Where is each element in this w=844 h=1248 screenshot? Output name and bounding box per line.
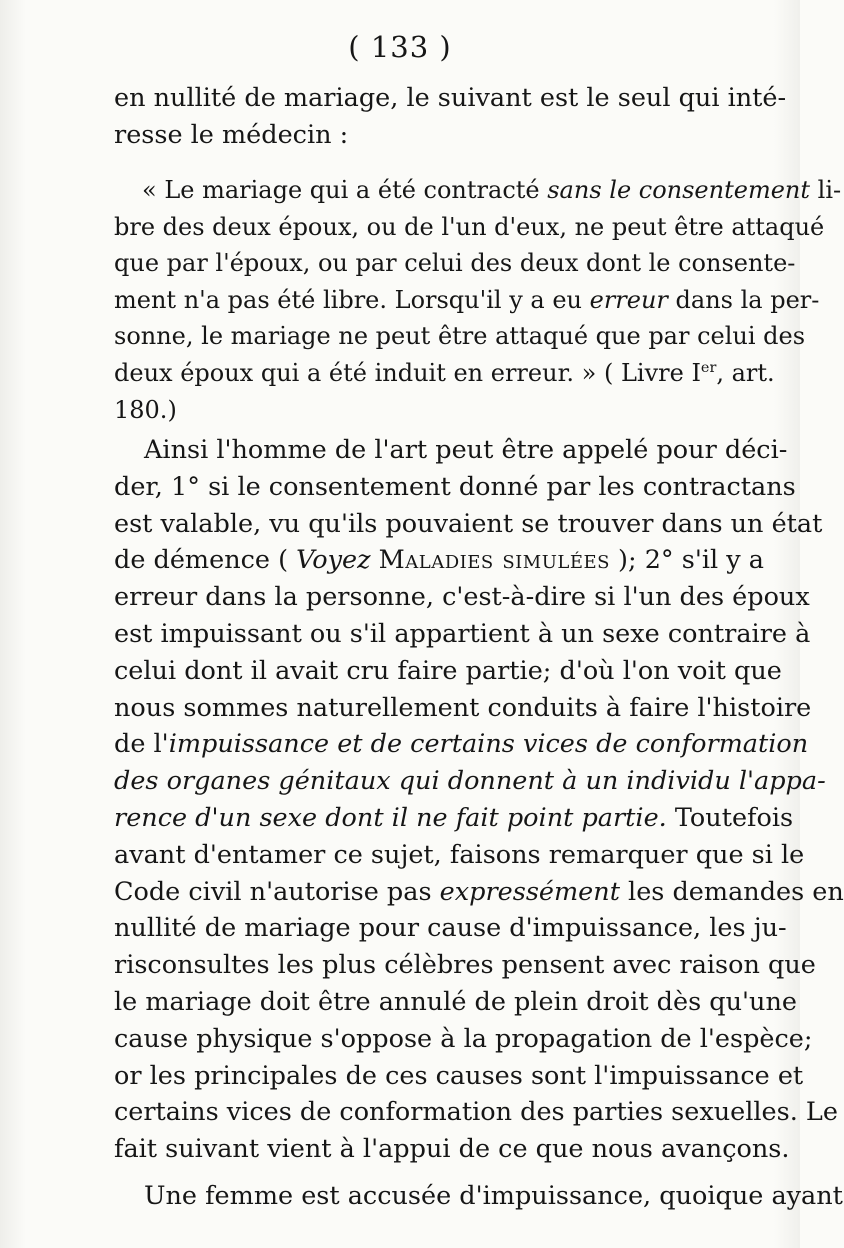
- italic-run: des organes génitaux qui donnent à un individu l'appa-: [114, 766, 826, 797]
- text-line: avant d'entamer ce sujet, faisons remarquer que si le: [114, 839, 805, 870]
- text-run: Toutefois: [666, 802, 794, 833]
- text-line: [114, 800, 794, 837]
- text-line: Une femme est accusée d'impuissance, quoique ayant: [144, 1181, 843, 1211]
- text-line: [114, 542, 764, 579]
- paragraph-next: [114, 1178, 843, 1215]
- text-line: que par l'époux, ou par celui des deux dont le consente-: [114, 249, 796, 278]
- text-line: [114, 874, 844, 911]
- text-line: [114, 355, 775, 392]
- text-line: est valable, vu qu'ils pouvaient se trouver dans un état: [114, 508, 823, 539]
- italic-run: expressément: [439, 876, 620, 907]
- text-line: nullité de mariage pour cause d'impuissance, les ju-: [114, 913, 787, 944]
- text-line: [114, 726, 809, 763]
- page-number: ( 133 ): [348, 30, 452, 64]
- italic-run: erreur: [589, 285, 668, 314]
- text-run: , art.: [716, 358, 775, 387]
- text-line: risconsultes les plus célèbres pensent avec raison que: [114, 950, 816, 981]
- text-line: le mariage doit être annulé de plein droit dès qu'une: [114, 986, 797, 1017]
- text-run: ment n'a pas été libre. Lorsqu'il y a eu: [114, 285, 590, 314]
- text-line: est impuissant ou s'il appartient à un sexe contraire à: [114, 618, 811, 649]
- text-line: [114, 282, 820, 319]
- text-run: de démence (: [114, 545, 297, 576]
- paragraph-intro: [114, 80, 787, 154]
- paragraph-main: [114, 432, 844, 1168]
- text-line: or les principales de ces causes sont l'impuissance et: [114, 1060, 804, 1091]
- text-line: 180.): [114, 395, 177, 424]
- italic-run: Voyez: [296, 545, 371, 576]
- text-line: certains vices de conformation des parties sexuelles. Le: [114, 1097, 838, 1128]
- text-line: [114, 763, 826, 800]
- text-line: fait suivant vient à l'appui de ce que nous avançons.: [114, 1134, 790, 1165]
- text-line: der, 1° si le consentement donné par les contractans: [114, 471, 796, 502]
- text-run: li-: [810, 176, 842, 204]
- text-line: resse le médecin :: [114, 119, 349, 150]
- text-line: sonne, le mariage ne peut être attaqué que par celui des: [114, 322, 806, 351]
- text-line: erreur dans la personne, c'est-à-dire si l'un des époux: [114, 582, 810, 613]
- italic-run: sans le consentement: [547, 176, 811, 204]
- text-line: bre des deux époux, ou de l'un d'eux, ne peut être attaqué: [114, 212, 825, 241]
- text-run: deux époux qui a été induit en erreur. » ( Livre I: [114, 358, 701, 387]
- legal-quotation: [114, 172, 842, 428]
- text-run: ); 2° s'il y a: [609, 545, 764, 576]
- small-caps-run: Maladies simulées: [378, 545, 610, 576]
- text-line: celui dont il avait cru faire partie; d'où l'on voit que: [114, 655, 782, 686]
- text-line: cause physique s'oppose à la propagation de l'espèce;: [114, 1023, 813, 1054]
- text-run: Code civil n'autorise pas: [114, 876, 440, 907]
- text-run: dans la per-: [667, 285, 820, 314]
- text-run: « Le mariage qui a été contracté: [142, 176, 548, 204]
- text-run: les demandes en: [619, 876, 844, 907]
- italic-run: rence d'un sexe dont il ne fait point partie.: [114, 802, 667, 833]
- italic-run: impuissance et de certains vices de conformation: [168, 729, 809, 760]
- text-run: de l': [114, 729, 169, 760]
- superscript: er: [700, 359, 717, 376]
- text-line: [114, 172, 842, 209]
- text-line: en nullité de mariage, le suivant est le seul qui inté-: [114, 83, 787, 113]
- text-line: Ainsi l'homme de l'art peut être appelé pour déci-: [144, 435, 788, 465]
- text-line: nous sommes naturellement conduits à faire l'histoire: [114, 692, 812, 723]
